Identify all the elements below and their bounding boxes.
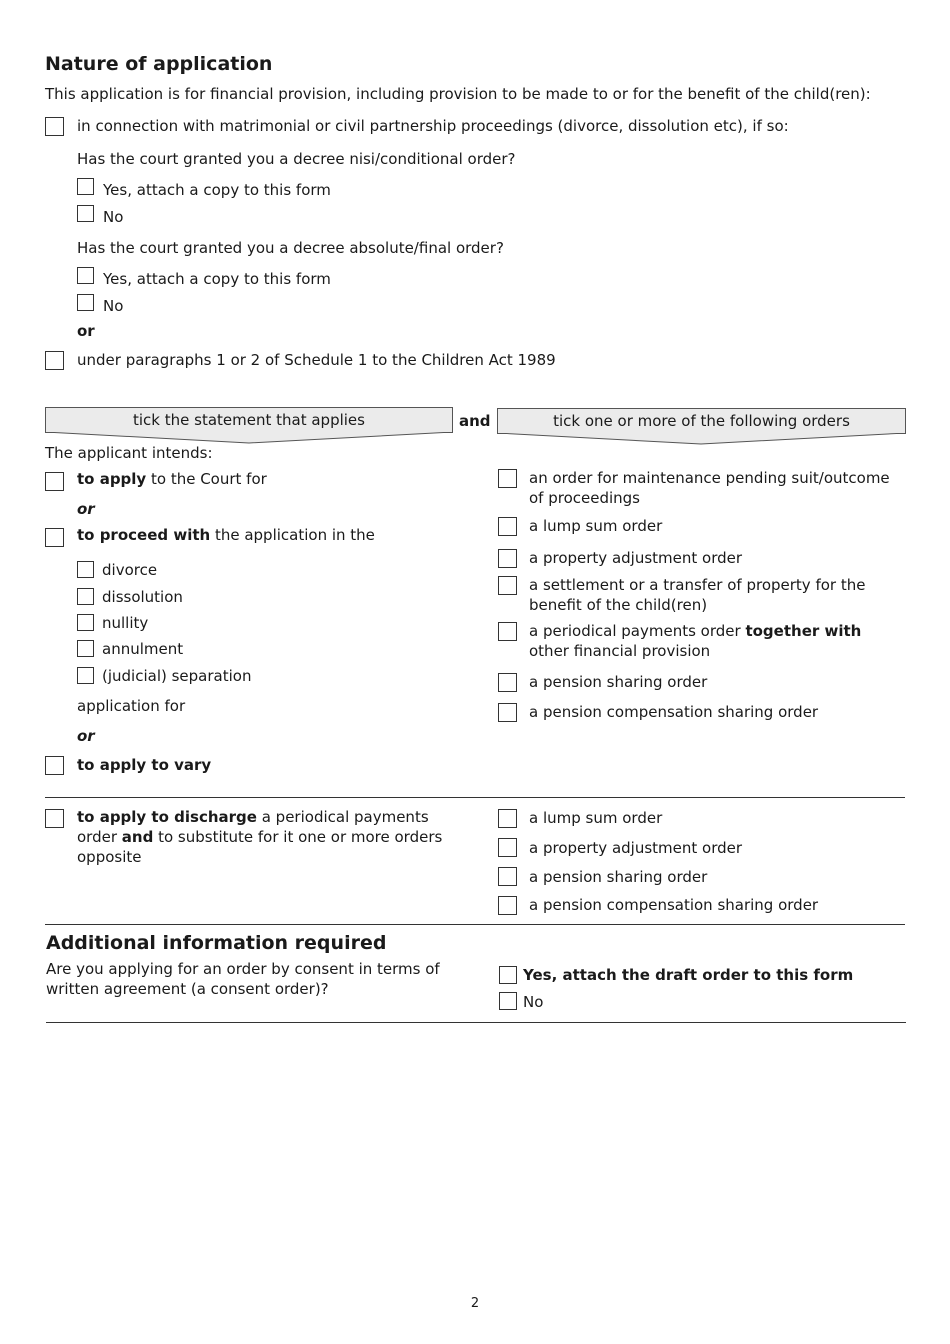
or-separator: or xyxy=(77,322,95,340)
discharge-property-adjustment-label: a property adjustment order xyxy=(529,839,743,857)
periodical-payments-order-label: a periodical payments order together with other financial provision xyxy=(529,622,862,660)
schedule-label: under paragraphs 1 or 2 of Schedule 1 to the Children Act 1989 xyxy=(77,351,556,369)
decree-nisi-question: Has the court granted you a decree nisi/conditional order? xyxy=(77,150,516,168)
decree-absolute-question: Has the court granted you a decree absolute/final order? xyxy=(77,239,504,257)
lump-sum-order-checkbox[interactable] xyxy=(498,517,517,536)
proceed-checkbox[interactable] xyxy=(45,528,64,547)
dissolution-checkbox[interactable] xyxy=(77,588,94,605)
decree-nisi-no-checkbox[interactable] xyxy=(77,205,94,222)
schedule-checkbox[interactable] xyxy=(45,351,64,370)
section-heading-nature: Nature of application xyxy=(45,53,273,75)
maintenance-order-label: an order for maintenance pending suit/outcome of proceedings xyxy=(529,469,890,507)
tab-tick-statement: tick the statement that applies xyxy=(45,407,453,433)
section-heading-additional: Additional information required xyxy=(46,932,387,954)
discharge-checkbox[interactable] xyxy=(45,809,64,828)
discharge-label: to apply to discharge a periodical payments order and to substitute for it one or more orders opposite xyxy=(77,808,443,866)
pension-compensation-order-label: a pension compensation sharing order xyxy=(529,703,819,721)
periodical-payments-order-checkbox[interactable] xyxy=(498,622,517,641)
pension-compensation-order-checkbox[interactable] xyxy=(498,703,517,722)
maintenance-order-checkbox[interactable] xyxy=(498,469,517,488)
divider-additional xyxy=(45,924,905,925)
page-number: 2 xyxy=(470,1296,480,1311)
pension-sharing-order-label: a pension sharing order xyxy=(529,673,708,691)
decree-absolute-no-checkbox[interactable] xyxy=(77,294,94,311)
decree-nisi-yes-label: Yes, attach a copy to this form xyxy=(103,181,331,199)
or-separator-1: or xyxy=(77,500,95,518)
property-adjustment-order-label: a property adjustment order xyxy=(529,549,743,567)
nullity-checkbox[interactable] xyxy=(77,614,94,631)
divider-discharge xyxy=(45,797,905,798)
discharge-pension-sharing-checkbox[interactable] xyxy=(498,867,517,886)
consent-yes-label: Yes, attach the draft order to this form xyxy=(523,966,854,984)
apply-checkbox[interactable] xyxy=(45,472,64,491)
dissolution-label: dissolution xyxy=(102,588,183,606)
decree-nisi-yes-checkbox[interactable] xyxy=(77,178,94,195)
decree-absolute-no-label: No xyxy=(103,297,124,315)
proceed-label: to proceed with the application in the xyxy=(77,526,375,544)
tab-tick-orders: tick one or more of the following orders xyxy=(497,408,906,434)
apply-label: to apply to the Court for xyxy=(77,470,267,488)
separation-checkbox[interactable] xyxy=(77,667,94,684)
decree-absolute-yes-checkbox[interactable] xyxy=(77,267,94,284)
vary-checkbox[interactable] xyxy=(45,756,64,775)
divider-bottom xyxy=(46,1022,906,1023)
applicant-intends-label: The applicant intends: xyxy=(45,444,213,462)
discharge-property-adjustment-checkbox[interactable] xyxy=(498,838,517,857)
consent-yes-checkbox[interactable] xyxy=(499,966,517,984)
consent-no-label: No xyxy=(523,993,544,1011)
consent-no-checkbox[interactable] xyxy=(499,992,517,1010)
discharge-lump-sum-label: a lump sum order xyxy=(529,809,663,827)
decree-absolute-yes-label: Yes, attach a copy to this form xyxy=(103,270,331,288)
nullity-label: nullity xyxy=(102,614,149,632)
vary-label: to apply to vary xyxy=(77,756,212,774)
pension-sharing-order-checkbox[interactable] xyxy=(498,673,517,692)
decree-nisi-no-label: No xyxy=(103,208,124,226)
annulment-label: annulment xyxy=(102,640,184,658)
matrimonial-checkbox[interactable] xyxy=(45,117,64,136)
discharge-pension-sharing-label: a pension sharing order xyxy=(529,868,708,886)
tab-tick-orders-pointer xyxy=(497,433,906,445)
and-label: and xyxy=(459,412,491,430)
separation-label: (judicial) separation xyxy=(102,667,252,685)
application-for-label: application for xyxy=(77,697,186,715)
divorce-label: divorce xyxy=(102,561,158,579)
matrimonial-label: in connection with matrimonial or civil partnership proceedings (divorce, dissolution etc), if so: xyxy=(77,117,789,135)
settlement-order-label: a settlement or a transfer of property for the benefit of the child(ren) xyxy=(529,576,866,614)
divorce-checkbox[interactable] xyxy=(77,561,94,578)
or-separator-2: or xyxy=(77,727,95,745)
discharge-lump-sum-checkbox[interactable] xyxy=(498,809,517,828)
lump-sum-order-label: a lump sum order xyxy=(529,517,663,535)
consent-order-question: Are you applying for an order by consent in terms of written agreement (a consent order)? xyxy=(46,960,440,998)
nature-intro: This application is for financial provision, including provision to be made to or for the benefit of the child(ren): xyxy=(45,85,871,103)
settlement-order-checkbox[interactable] xyxy=(498,576,517,595)
discharge-pension-compensation-checkbox[interactable] xyxy=(498,896,517,915)
discharge-pension-compensation-label: a pension compensation sharing order xyxy=(529,896,819,914)
property-adjustment-order-checkbox[interactable] xyxy=(498,549,517,568)
annulment-checkbox[interactable] xyxy=(77,640,94,657)
